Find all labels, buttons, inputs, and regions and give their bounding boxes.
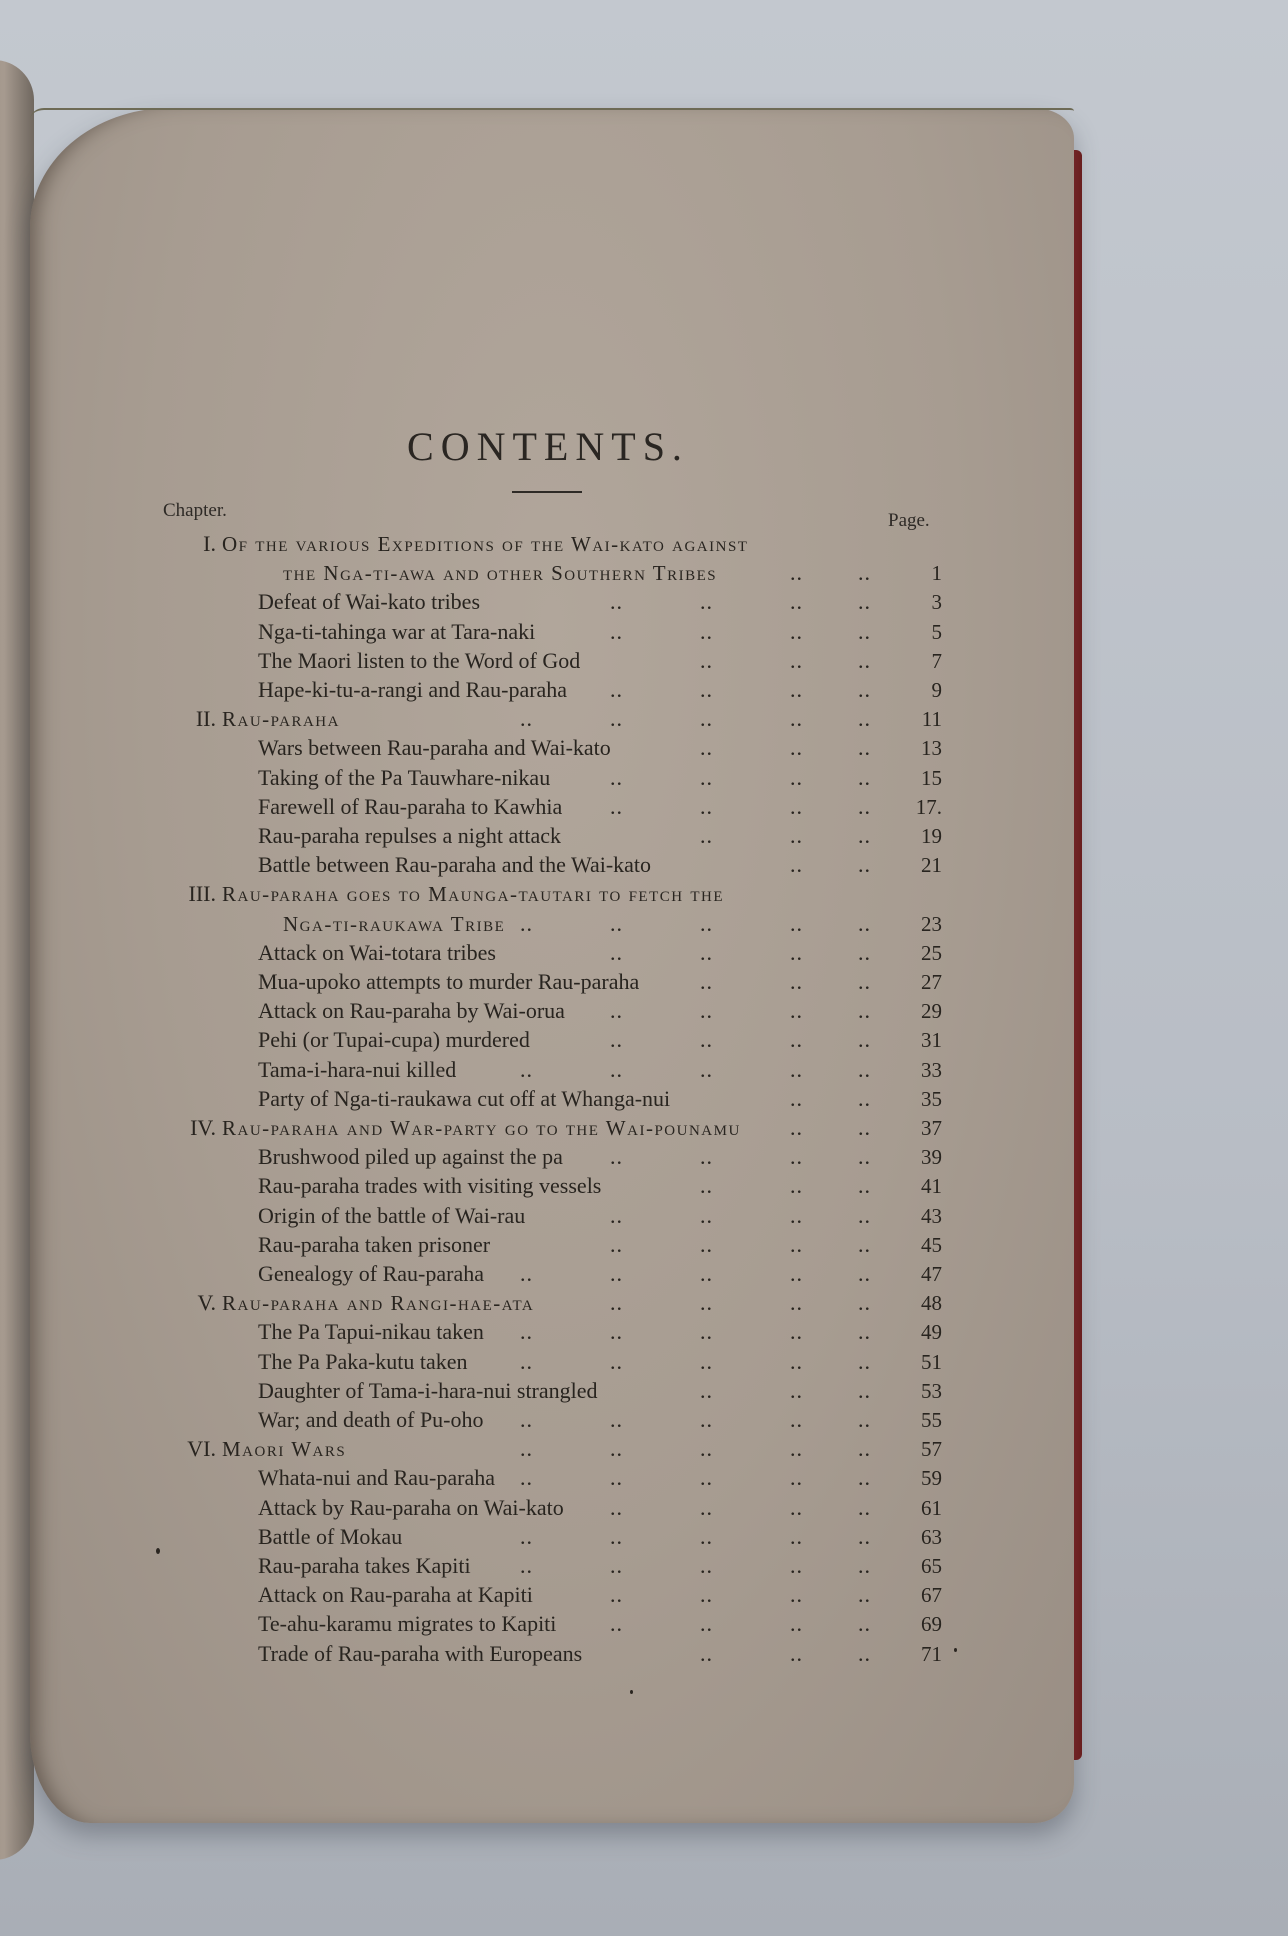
leader-dots: ..: [610, 1523, 623, 1549]
leader-dots: ..: [790, 1085, 803, 1111]
toc-chapter-row[interactable]: [0, 880, 1288, 908]
leader-dots: ..: [790, 764, 803, 790]
chapter-title: Of the various Expeditions of the Wai-kato against: [222, 532, 749, 556]
leader-dots: ..: [858, 793, 871, 819]
toc-section-row[interactable]: [0, 1377, 1288, 1405]
leader-dots: ..: [610, 910, 623, 936]
leader-dots: ..: [790, 1319, 803, 1345]
page-number: 11: [921, 707, 942, 732]
toc-section-row[interactable]: [0, 822, 1288, 850]
section-title: Tama-i-hara-nui killed: [258, 1056, 457, 1082]
ink-speck: [954, 1648, 957, 1652]
page-number: 1: [931, 561, 942, 586]
leader-dots: ..: [700, 1173, 713, 1199]
leader-dots: ..: [610, 1027, 623, 1053]
leader-dots: ..: [610, 1056, 623, 1082]
leader-dots: ..: [700, 589, 713, 615]
leader-dots: ..: [858, 1202, 871, 1228]
chapter-column-label: Chapter.: [163, 500, 227, 521]
leader-dots: ..: [790, 1231, 803, 1257]
section-title: Te-ahu-karamu migrates to Kapiti: [258, 1611, 557, 1637]
chapter-title: the Nga-ti-awa and other Southern Tribes: [283, 561, 718, 586]
section-title: Battle of Mokau: [258, 1523, 403, 1549]
page-title: CONTENTS.: [407, 424, 689, 469]
leader-dots: ..: [520, 1523, 533, 1549]
toc-section-row[interactable]: [0, 1640, 1288, 1668]
section-title: Farewell of Rau-paraha to Kawhia: [258, 793, 563, 819]
toc-section-row[interactable]: [0, 1056, 1288, 1084]
leader-dots: ..: [610, 793, 623, 819]
leader-dots: ..: [858, 1115, 871, 1140]
title-rule: [512, 491, 582, 493]
leader-dots: ..: [790, 589, 803, 615]
leader-dots: ..: [858, 1056, 871, 1082]
ink-speck: [630, 1690, 633, 1694]
toc-section-row[interactable]: [0, 1552, 1288, 1580]
toc-section-row[interactable]: [0, 647, 1288, 675]
page-number: 13: [921, 736, 942, 761]
leader-dots: ..: [610, 998, 623, 1024]
toc-section-row[interactable]: [0, 1406, 1288, 1434]
leader-dots: ..: [610, 706, 623, 732]
toc-section-row[interactable]: [0, 764, 1288, 792]
page-number: 25: [921, 940, 942, 965]
chapter-title: Rau-paraha and War-party go to the Wai-pounamu: [222, 1116, 741, 1140]
leader-dots: ..: [700, 998, 713, 1024]
leader-dots: ..: [790, 1611, 803, 1637]
leader-dots: ..: [858, 1144, 871, 1170]
leader-dots: ..: [790, 1582, 803, 1608]
leader-dots: ..: [858, 1261, 871, 1286]
toc-section-row[interactable]: [0, 1085, 1288, 1113]
leader-dots: ..: [700, 969, 713, 994]
section-title: Defeat of Wai-kato tribes: [258, 589, 481, 615]
page-number: 63: [921, 1524, 942, 1549]
leader-dots: ..: [610, 1611, 623, 1637]
page-number: 35: [921, 1086, 942, 1111]
leader-dots: ..: [700, 1523, 713, 1549]
leader-dots: ..: [858, 910, 871, 936]
ink-speck: [156, 1548, 160, 1554]
page-number: 33: [921, 1057, 942, 1082]
page-number: 37: [921, 1116, 942, 1140]
leader-dots: ..: [610, 1582, 623, 1608]
page-number: 5: [931, 619, 942, 644]
section-title: Mua-upoko attempts to murder Rau-paraha: [258, 969, 640, 994]
section-title: Origin of the battle of Wai-rau: [258, 1202, 526, 1228]
leader-dots: ..: [858, 1494, 871, 1520]
section-title: Rau-paraha takes Kapiti: [258, 1553, 471, 1578]
leader-dots: ..: [790, 1027, 803, 1053]
page-number: 61: [921, 1495, 942, 1520]
leader-dots: ..: [700, 1611, 713, 1637]
page-number: 48: [921, 1291, 942, 1316]
leader-dots: ..: [790, 647, 803, 673]
leader-dots: ..: [520, 1436, 533, 1462]
page-number: 57: [921, 1437, 942, 1462]
toc-chapter-row[interactable]: [0, 1435, 1288, 1463]
section-title: Taking of the Pa Tauwhare-nikau: [258, 764, 551, 790]
leader-dots: ..: [700, 764, 713, 790]
section-title: Battle between Rau-paraha and the Wai-kato: [258, 852, 652, 878]
toc-section-row[interactable]: [0, 851, 1288, 879]
leader-dots: ..: [790, 560, 803, 586]
chapter-title: Nga-ti-raukawa Tribe: [283, 911, 506, 936]
chapter-number: II.: [195, 706, 216, 732]
leader-dots: ..: [790, 1523, 803, 1549]
leader-dots: ..: [700, 1027, 713, 1053]
leader-dots: ..: [610, 618, 623, 644]
section-title: Trade of Rau-paraha with Europeans: [258, 1640, 583, 1666]
chapter-number: IV.: [190, 1115, 216, 1140]
section-title: Rau-paraha taken prisoner: [258, 1231, 491, 1257]
chapter-title: Rau-paraha and Rangi-hae-ata: [222, 1291, 535, 1316]
leader-dots: ..: [700, 1290, 713, 1316]
section-title: Party of Nga-ti-raukawa cut off at Whanga-nui: [258, 1085, 671, 1111]
leader-dots: ..: [520, 1553, 533, 1578]
leader-dots: ..: [790, 1290, 803, 1316]
leader-dots: ..: [700, 1231, 713, 1257]
leader-dots: ..: [700, 1640, 713, 1666]
leader-dots: ..: [700, 647, 713, 673]
leader-dots: ..: [858, 1553, 871, 1578]
leader-dots: ..: [520, 706, 533, 732]
leader-dots: ..: [858, 618, 871, 644]
toc-section-row[interactable]: [0, 618, 1288, 646]
toc-chapter-row[interactable]: [0, 1289, 1288, 1317]
page-number: 65: [921, 1554, 942, 1578]
leader-dots: ..: [700, 1056, 713, 1082]
leader-dots: ..: [520, 910, 533, 936]
leader-dots: ..: [858, 560, 871, 586]
page-number: 27: [921, 970, 942, 994]
page-number: 55: [921, 1408, 942, 1432]
page-number: 41: [921, 1174, 942, 1199]
toc-section-row[interactable]: [0, 676, 1288, 704]
leader-dots: ..: [700, 1377, 713, 1403]
page-number: 39: [921, 1145, 942, 1170]
chapter-title: Rau-paraha goes to Maunga-tautari to fetch the: [222, 882, 724, 907]
leader-dots: ..: [858, 823, 871, 848]
toc-chapter-row[interactable]: [0, 910, 1288, 938]
toc-section-row[interactable]: [0, 1318, 1288, 1346]
leader-dots: ..: [790, 910, 803, 936]
leader-dots: ..: [790, 852, 803, 878]
toc-section-row[interactable]: [0, 1494, 1288, 1522]
toc-chapter-row[interactable]: [0, 530, 1288, 558]
leader-dots: ..: [700, 1436, 713, 1462]
section-title: Nga-ti-tahinga war at Tara-naki: [258, 618, 536, 644]
page-number: 3: [931, 590, 942, 615]
section-title: Pehi (or Tupai-cupa) murdered: [258, 1027, 530, 1053]
toc-section-row[interactable]: [0, 1172, 1288, 1200]
leader-dots: ..: [790, 1261, 803, 1286]
section-title: Attack by Rau-paraha on Wai-kato: [258, 1494, 564, 1520]
chapter-number: VI.: [187, 1436, 216, 1462]
leader-dots: ..: [790, 1144, 803, 1170]
toc-chapter-row[interactable]: [0, 1114, 1288, 1142]
leader-dots: ..: [700, 1407, 713, 1432]
leader-dots: ..: [610, 1348, 623, 1374]
leader-dots: ..: [858, 1407, 871, 1432]
leader-dots: ..: [790, 1640, 803, 1666]
leader-dots: ..: [858, 1027, 871, 1053]
leader-dots: ..: [858, 939, 871, 965]
leader-dots: ..: [700, 823, 713, 848]
section-title: Rau-paraha repulses a night attack: [258, 823, 561, 848]
leader-dots: ..: [858, 735, 871, 761]
toc-section-row[interactable]: [0, 1523, 1288, 1551]
leader-dots: ..: [700, 1553, 713, 1578]
toc-section-row[interactable]: [0, 1348, 1288, 1376]
leader-dots: ..: [858, 1436, 871, 1462]
toc-section-row[interactable]: [0, 1202, 1288, 1230]
toc-section-row[interactable]: [0, 588, 1288, 616]
leader-dots: ..: [790, 1553, 803, 1578]
leader-dots: ..: [610, 1319, 623, 1345]
leader-dots: ..: [858, 706, 871, 732]
leader-dots: ..: [858, 589, 871, 615]
leader-dots: ..: [858, 1173, 871, 1199]
leader-dots: ..: [790, 793, 803, 819]
toc-section-row[interactable]: [0, 939, 1288, 967]
leader-dots: ..: [858, 1348, 871, 1374]
leader-dots: ..: [790, 939, 803, 965]
section-title: War; and death of Pu-oho: [258, 1407, 484, 1432]
leader-dots: ..: [858, 764, 871, 790]
section-title: Attack on Rau-paraha by Wai-orua: [258, 998, 565, 1024]
page-number: 59: [921, 1466, 942, 1491]
leader-dots: ..: [700, 618, 713, 644]
leader-dots: ..: [790, 998, 803, 1024]
leader-dots: ..: [858, 1377, 871, 1403]
leader-dots: ..: [520, 1407, 533, 1432]
leader-dots: ..: [520, 1319, 533, 1345]
leader-dots: ..: [700, 1261, 713, 1286]
leader-dots: ..: [858, 647, 871, 673]
leader-dots: ..: [610, 764, 623, 790]
toc-section-row[interactable]: [0, 793, 1288, 821]
leader-dots: ..: [858, 1085, 871, 1111]
leader-dots: ..: [790, 618, 803, 644]
page-number: 29: [921, 999, 942, 1024]
leader-dots: ..: [610, 1290, 623, 1316]
page-number: 51: [921, 1349, 942, 1374]
page-number: 45: [921, 1232, 942, 1257]
leader-dots: ..: [610, 1144, 623, 1170]
leader-dots: ..: [858, 852, 871, 878]
page-number: 69: [921, 1612, 942, 1637]
page-number: 17.: [915, 794, 942, 819]
chapter-title: Rau-paraha: [222, 707, 340, 732]
section-title: Brushwood piled up against the pa: [258, 1144, 563, 1170]
leader-dots: ..: [700, 1319, 713, 1345]
leader-dots: ..: [858, 969, 871, 994]
chapter-number: I.: [203, 531, 216, 556]
chapter-number: V.: [197, 1290, 216, 1316]
leader-dots: ..: [610, 1202, 623, 1228]
leader-dots: ..: [790, 706, 803, 732]
page-number: 49: [921, 1320, 942, 1345]
leader-dots: ..: [610, 1231, 623, 1257]
leader-dots: ..: [858, 1231, 871, 1257]
page-number: 9: [931, 678, 942, 702]
page-number: 47: [921, 1262, 942, 1286]
leader-dots: ..: [610, 589, 623, 615]
leader-dots: ..: [610, 1436, 623, 1462]
leader-dots: ..: [790, 1465, 803, 1491]
page-number: 71: [921, 1641, 942, 1666]
leader-dots: ..: [610, 1494, 623, 1520]
section-title: The Pa Paka-kutu taken: [258, 1348, 468, 1374]
toc-chapter-row[interactable]: [0, 559, 1288, 587]
leader-dots: ..: [790, 823, 803, 848]
leader-dots: ..: [700, 1144, 713, 1170]
leader-dots: ..: [520, 1056, 533, 1082]
page-number: 19: [921, 824, 942, 848]
leader-dots: ..: [700, 1494, 713, 1520]
leader-dots: ..: [790, 1173, 803, 1199]
leader-dots: ..: [610, 1465, 623, 1491]
page-number: 43: [921, 1203, 942, 1228]
toc-section-row[interactable]: [0, 1026, 1288, 1054]
toc-section-row[interactable]: [0, 1231, 1288, 1259]
section-title: Daughter of Tama-i-hara-nui strangled: [258, 1377, 598, 1403]
leader-dots: ..: [700, 910, 713, 936]
leader-dots: ..: [858, 1465, 871, 1491]
leader-dots: ..: [700, 1202, 713, 1228]
leader-dots: ..: [790, 1377, 803, 1403]
toc-chapter-row[interactable]: [0, 705, 1288, 733]
leader-dots: ..: [610, 939, 623, 965]
leader-dots: ..: [610, 1407, 623, 1432]
section-title: Hape-ki-tu-a-rangi and Rau-paraha: [258, 677, 568, 702]
leader-dots: ..: [520, 1465, 533, 1491]
leader-dots: ..: [700, 735, 713, 761]
leader-dots: ..: [858, 1582, 871, 1608]
leader-dots: ..: [858, 677, 871, 702]
page-number: 31: [921, 1028, 942, 1053]
leader-dots: ..: [790, 969, 803, 994]
leader-dots: ..: [700, 1348, 713, 1374]
toc-section-row[interactable]: [0, 968, 1288, 996]
page-number: 23: [921, 911, 942, 936]
section-title: Whata-nui and Rau-paraha: [258, 1465, 495, 1491]
leader-dots: ..: [610, 1553, 623, 1578]
leader-dots: ..: [610, 1261, 623, 1286]
toc-section-row[interactable]: [0, 1143, 1288, 1171]
toc-section-row[interactable]: [0, 1581, 1288, 1609]
leader-dots: ..: [700, 706, 713, 732]
toc-section-row[interactable]: [0, 1464, 1288, 1492]
leader-dots: ..: [700, 793, 713, 819]
section-title: Attack on Rau-paraha at Kapiti: [258, 1582, 533, 1608]
leader-dots: ..: [520, 1348, 533, 1374]
leader-dots: ..: [790, 1115, 803, 1140]
leader-dots: ..: [858, 1319, 871, 1345]
leader-dots: ..: [790, 1056, 803, 1082]
section-title: Rau-paraha trades with visiting vessels: [258, 1173, 602, 1199]
leader-dots: ..: [700, 939, 713, 965]
page-number: 7: [931, 648, 942, 673]
leader-dots: ..: [858, 1640, 871, 1666]
leader-dots: ..: [520, 1261, 533, 1286]
leader-dots: ..: [790, 1407, 803, 1432]
leader-dots: ..: [700, 1582, 713, 1608]
section-title: Attack on Wai-totara tribes: [258, 939, 496, 965]
leader-dots: ..: [858, 1611, 871, 1637]
section-title: Wars between Rau-paraha and Wai-kato: [258, 735, 611, 761]
leader-dots: ..: [790, 677, 803, 702]
toc-section-row[interactable]: [0, 1260, 1288, 1288]
page-number: 53: [921, 1378, 942, 1403]
section-title: Genealogy of Rau-paraha: [258, 1261, 485, 1286]
page-number: 67: [921, 1583, 942, 1608]
chapter-title: Maori Wars: [222, 1437, 347, 1462]
leader-dots: ..: [610, 677, 623, 702]
page-column-label: Page.: [888, 510, 930, 531]
leader-dots: ..: [858, 998, 871, 1024]
toc-section-row[interactable]: [0, 997, 1288, 1025]
leader-dots: ..: [700, 677, 713, 702]
leader-dots: ..: [790, 1494, 803, 1520]
leader-dots: ..: [858, 1523, 871, 1549]
page-number: 21: [921, 853, 942, 878]
leader-dots: ..: [858, 1290, 871, 1316]
toc-section-row[interactable]: [0, 734, 1288, 762]
leader-dots: ..: [790, 1202, 803, 1228]
toc-section-row[interactable]: [0, 1610, 1288, 1638]
leader-dots: ..: [790, 1348, 803, 1374]
leader-dots: ..: [790, 1436, 803, 1462]
section-title: The Pa Tapui-nikau taken: [258, 1319, 484, 1345]
leader-dots: ..: [790, 735, 803, 761]
leader-dots: ..: [700, 1465, 713, 1491]
page-number: 15: [921, 765, 942, 790]
section-title: The Maori listen to the Word of God: [258, 647, 581, 673]
chapter-number: III.: [188, 881, 216, 907]
